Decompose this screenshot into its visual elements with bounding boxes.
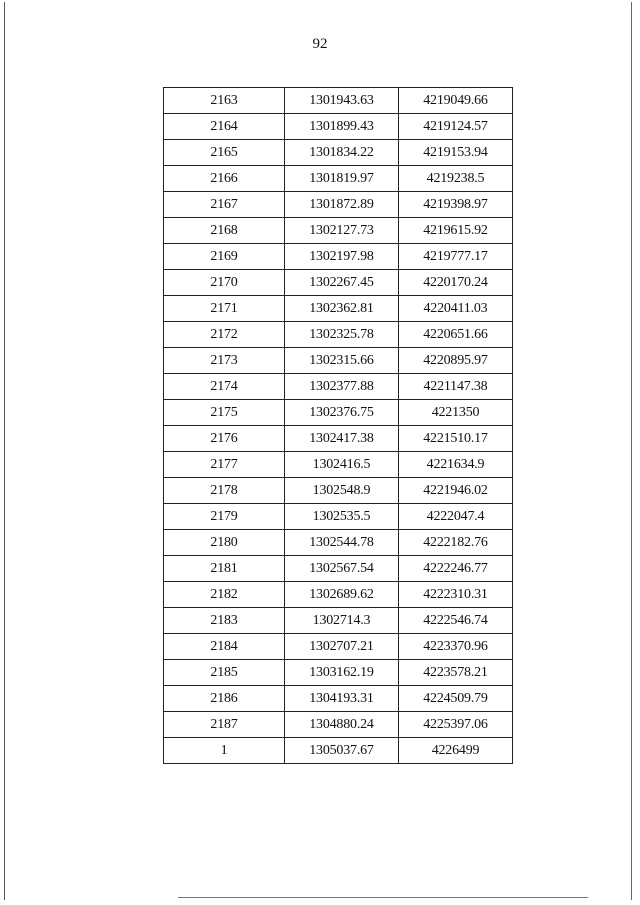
- table-row: [164, 114, 513, 140]
- table-row: [164, 686, 513, 712]
- bottom-rule: [178, 897, 588, 898]
- y-coordinate-cell: 4222182.76: [399, 530, 513, 556]
- table-row: [164, 426, 513, 452]
- y-coordinate-cell: 4221350: [399, 400, 513, 426]
- point-number-cell: 2184: [164, 634, 285, 660]
- y-coordinate-cell: 4222047.4: [399, 504, 513, 530]
- x-coordinate-cell: 1301899.43: [285, 114, 399, 140]
- table-row: [164, 608, 513, 634]
- table-row: [164, 738, 513, 764]
- y-coordinate-cell: 4220895.97: [399, 348, 513, 374]
- table-row: [164, 478, 513, 504]
- y-coordinate-cell: 4222546.74: [399, 608, 513, 634]
- x-coordinate-cell: 1302362.81: [285, 296, 399, 322]
- y-coordinate-cell: 4219238.5: [399, 166, 513, 192]
- point-number-cell: 2178: [164, 478, 285, 504]
- point-number-cell: 2168: [164, 218, 285, 244]
- y-coordinate-cell: 4221946.02: [399, 478, 513, 504]
- coordinates-table: [163, 87, 513, 764]
- table-row: [164, 166, 513, 192]
- y-coordinate-cell: 4222246.77: [399, 556, 513, 582]
- table-row: [164, 530, 513, 556]
- x-coordinate-cell: 1303162.19: [285, 660, 399, 686]
- table-body: [164, 88, 513, 764]
- table-row: [164, 88, 513, 114]
- table-row: [164, 192, 513, 218]
- x-coordinate-cell: 1302544.78: [285, 530, 399, 556]
- point-number-cell: 2164: [164, 114, 285, 140]
- point-number-cell: 2174: [164, 374, 285, 400]
- x-coordinate-cell: 1302315.66: [285, 348, 399, 374]
- y-coordinate-cell: 4219398.97: [399, 192, 513, 218]
- y-coordinate-cell: 4223578.21: [399, 660, 513, 686]
- y-coordinate-cell: 4222310.31: [399, 582, 513, 608]
- x-coordinate-cell: 1302377.88: [285, 374, 399, 400]
- y-coordinate-cell: 4226499: [399, 738, 513, 764]
- x-coordinate-cell: 1302689.62: [285, 582, 399, 608]
- point-number-cell: 2166: [164, 166, 285, 192]
- point-number-cell: 2186: [164, 686, 285, 712]
- table-row: [164, 660, 513, 686]
- y-coordinate-cell: 4224509.79: [399, 686, 513, 712]
- x-coordinate-cell: 1301872.89: [285, 192, 399, 218]
- table-row: [164, 504, 513, 530]
- y-coordinate-cell: 4221510.17: [399, 426, 513, 452]
- table-row: [164, 348, 513, 374]
- y-coordinate-cell: 4220651.66: [399, 322, 513, 348]
- table-row: [164, 712, 513, 738]
- y-coordinate-cell: 4223370.96: [399, 634, 513, 660]
- y-coordinate-cell: 4221634.9: [399, 452, 513, 478]
- point-number-cell: 2179: [164, 504, 285, 530]
- y-coordinate-cell: 4219153.94: [399, 140, 513, 166]
- table-row: [164, 296, 513, 322]
- x-coordinate-cell: 1302325.78: [285, 322, 399, 348]
- point-number-cell: 2185: [164, 660, 285, 686]
- x-coordinate-cell: 1302376.75: [285, 400, 399, 426]
- y-coordinate-cell: 4219777.17: [399, 244, 513, 270]
- y-coordinate-cell: 4219124.57: [399, 114, 513, 140]
- x-coordinate-cell: 1302567.54: [285, 556, 399, 582]
- table-row: [164, 634, 513, 660]
- table-row: [164, 400, 513, 426]
- x-coordinate-cell: 1302535.5: [285, 504, 399, 530]
- y-coordinate-cell: 4220170.24: [399, 270, 513, 296]
- y-coordinate-cell: 4219615.92: [399, 218, 513, 244]
- point-number-cell: 2182: [164, 582, 285, 608]
- x-coordinate-cell: 1302548.9: [285, 478, 399, 504]
- point-number-cell: 2167: [164, 192, 285, 218]
- point-number-cell: 2187: [164, 712, 285, 738]
- table-row: [164, 556, 513, 582]
- table-row: [164, 582, 513, 608]
- x-coordinate-cell: 1302197.98: [285, 244, 399, 270]
- point-number-cell: 2169: [164, 244, 285, 270]
- point-number-cell: 2177: [164, 452, 285, 478]
- point-number-cell: 2175: [164, 400, 285, 426]
- x-coordinate-cell: 1301834.22: [285, 140, 399, 166]
- y-coordinate-cell: 4219049.66: [399, 88, 513, 114]
- x-coordinate-cell: 1302707.21: [285, 634, 399, 660]
- x-coordinate-cell: 1302267.45: [285, 270, 399, 296]
- point-number-cell: 2180: [164, 530, 285, 556]
- point-number-cell: 2181: [164, 556, 285, 582]
- point-number-cell: 2183: [164, 608, 285, 634]
- point-number-cell: 2173: [164, 348, 285, 374]
- y-coordinate-cell: 4221147.38: [399, 374, 513, 400]
- page-number: 92: [312, 36, 328, 52]
- x-coordinate-cell: 1301943.63: [285, 88, 399, 114]
- point-number-cell: 2172: [164, 322, 285, 348]
- y-coordinate-cell: 4225397.06: [399, 712, 513, 738]
- table-row: [164, 322, 513, 348]
- table-row: [164, 218, 513, 244]
- x-coordinate-cell: 1302714.3: [285, 608, 399, 634]
- point-number-cell: 2170: [164, 270, 285, 296]
- x-coordinate-cell: 1305037.67: [285, 738, 399, 764]
- x-coordinate-cell: 1302416.5: [285, 452, 399, 478]
- x-coordinate-cell: 1304193.31: [285, 686, 399, 712]
- x-coordinate-cell: 1302417.38: [285, 426, 399, 452]
- table-row: [164, 452, 513, 478]
- x-coordinate-cell: 1302127.73: [285, 218, 399, 244]
- table-row: [164, 140, 513, 166]
- point-number-cell: 2163: [164, 88, 285, 114]
- table-row: [164, 374, 513, 400]
- table-row: [164, 270, 513, 296]
- x-coordinate-cell: 1304880.24: [285, 712, 399, 738]
- point-number-cell: 2171: [164, 296, 285, 322]
- point-number-cell: 2176: [164, 426, 285, 452]
- y-coordinate-cell: 4220411.03: [399, 296, 513, 322]
- coordinates-table-wrapper: [163, 87, 513, 764]
- table-row: [164, 244, 513, 270]
- x-coordinate-cell: 1301819.97: [285, 166, 399, 192]
- point-number-cell: 1: [164, 738, 285, 764]
- point-number-cell: 2165: [164, 140, 285, 166]
